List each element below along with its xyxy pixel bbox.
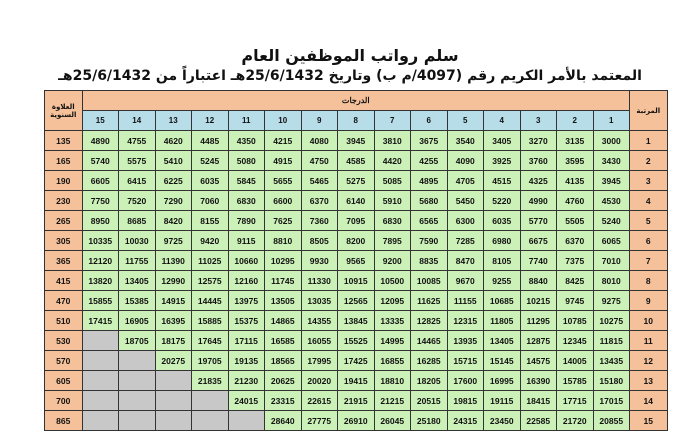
salary-cell: 3595 <box>557 151 594 171</box>
table-row <box>45 211 668 231</box>
salary-cell: 12315 <box>447 311 484 331</box>
salary-cell: 7375 <box>557 251 594 271</box>
allowance-cell: 700 <box>45 391 83 411</box>
grade-number-header: 11 <box>228 111 265 131</box>
salary-cell: 14865 <box>265 311 302 331</box>
salary-cell: 8505 <box>301 231 338 251</box>
salary-cell: 5085 <box>374 171 411 191</box>
salary-cell: 4895 <box>411 171 448 191</box>
salary-cell: 9275 <box>593 291 630 311</box>
grade-number-header: 14 <box>119 111 156 131</box>
salary-cell: 4755 <box>119 131 156 151</box>
salary-cell: 7520 <box>119 191 156 211</box>
empty-cell <box>82 351 119 371</box>
salary-cell: 14355 <box>301 311 338 331</box>
salary-cell: 14915 <box>155 291 192 311</box>
salary-cell: 5410 <box>155 151 192 171</box>
salary-cell: 10335 <box>82 231 119 251</box>
salary-cell: 16905 <box>119 311 156 331</box>
salary-cell: 4750 <box>301 151 338 171</box>
salary-cell: 8420 <box>155 211 192 231</box>
salary-cell: 7060 <box>192 191 229 211</box>
salary-cell: 12825 <box>411 311 448 331</box>
salary-cell: 11330 <box>301 271 338 291</box>
salary-cell: 9725 <box>155 231 192 251</box>
salary-cell: 3945 <box>593 171 630 191</box>
salary-cell: 6225 <box>155 171 192 191</box>
rank-cell: 6 <box>630 231 668 251</box>
salary-cell: 7010 <box>593 251 630 271</box>
empty-cell <box>82 391 119 411</box>
allowance-cell: 165 <box>45 151 83 171</box>
allowance-cell: 230 <box>45 191 83 211</box>
empty-cell <box>119 351 156 371</box>
salary-cell: 12565 <box>338 291 375 311</box>
allowance-cell: 305 <box>45 231 83 251</box>
grades-header: الدرجات <box>82 91 630 111</box>
salary-cell: 11390 <box>155 251 192 271</box>
salary-cell: 16855 <box>374 351 411 371</box>
salary-cell: 24015 <box>228 391 265 411</box>
table-row <box>45 311 668 331</box>
grade-number-header: 5 <box>447 111 484 131</box>
salary-cell: 13820 <box>82 271 119 291</box>
salary-cell: 6675 <box>520 231 557 251</box>
salary-cell: 13405 <box>484 331 521 351</box>
grade-number-header: 1 <box>593 111 630 131</box>
salary-cell: 19415 <box>338 371 375 391</box>
salary-cell: 17015 <box>593 391 630 411</box>
table-row <box>45 391 668 411</box>
salary-cell: 4620 <box>155 131 192 151</box>
salary-cell: 9200 <box>374 251 411 271</box>
salary-cell: 7895 <box>374 231 411 251</box>
grade-number-header: 6 <box>411 111 448 131</box>
salary-table <box>44 90 668 431</box>
salary-cell: 24315 <box>447 411 484 431</box>
allowance-cell: 190 <box>45 171 83 191</box>
salary-cell: 10030 <box>119 231 156 251</box>
salary-cell: 7890 <box>228 211 265 231</box>
salary-cell: 20855 <box>593 411 630 431</box>
allowance-cell: 570 <box>45 351 83 371</box>
empty-cell <box>82 371 119 391</box>
salary-cell: 10785 <box>557 311 594 331</box>
salary-cell: 22615 <box>301 391 338 411</box>
salary-cell: 19705 <box>192 351 229 371</box>
table-row <box>45 371 668 391</box>
salary-cell: 5770 <box>520 211 557 231</box>
empty-cell <box>228 411 265 431</box>
header-row-top <box>45 91 668 111</box>
salary-cell: 16395 <box>155 311 192 331</box>
grade-number-header: 15 <box>82 111 119 131</box>
salary-cell: 4215 <box>265 131 302 151</box>
salary-cell: 5910 <box>374 191 411 211</box>
salary-cell: 6415 <box>119 171 156 191</box>
grade-number-header: 8 <box>338 111 375 131</box>
salary-cell: 19115 <box>484 391 521 411</box>
salary-cell: 21215 <box>374 391 411 411</box>
rank-cell: 12 <box>630 351 668 371</box>
rank-cell: 5 <box>630 211 668 231</box>
salary-cell: 19815 <box>447 391 484 411</box>
salary-cell: 22585 <box>520 411 557 431</box>
grade-number-header: 12 <box>192 111 229 131</box>
allowance-cell: 365 <box>45 251 83 271</box>
salary-cell: 13505 <box>265 291 302 311</box>
salary-cell: 5845 <box>228 171 265 191</box>
salary-cell: 5505 <box>557 211 594 231</box>
salary-cell: 13975 <box>228 291 265 311</box>
salary-cell: 4760 <box>557 191 594 211</box>
salary-cell: 5450 <box>447 191 484 211</box>
salary-cell: 3760 <box>520 151 557 171</box>
table-row <box>45 131 668 151</box>
table-row <box>45 231 668 251</box>
allowance-cell: 530 <box>45 331 83 351</box>
salary-cell: 16995 <box>484 371 521 391</box>
allowance-cell: 135 <box>45 131 83 151</box>
rank-cell: 2 <box>630 151 668 171</box>
salary-cell: 7625 <box>265 211 302 231</box>
salary-cell: 3135 <box>557 131 594 151</box>
salary-cell: 15145 <box>484 351 521 371</box>
salary-cell: 17715 <box>557 391 594 411</box>
salary-cell: 5575 <box>119 151 156 171</box>
salary-cell: 6035 <box>484 211 521 231</box>
empty-cell <box>119 391 156 411</box>
salary-cell: 5465 <box>301 171 338 191</box>
salary-cell: 11745 <box>265 271 302 291</box>
salary-cell: 3925 <box>484 151 521 171</box>
page-subtitle: المعتمد بالأمر الكريم رقم (4097/م ب) وتاريخ 25/6/1432هـ اعتباراً من 25/6/1432هـ <box>58 68 642 84</box>
salary-cell: 11625 <box>411 291 448 311</box>
salary-cell: 3540 <box>447 131 484 151</box>
salary-cell: 3000 <box>593 131 630 151</box>
table-row <box>45 151 668 171</box>
salary-cell: 11295 <box>520 311 557 331</box>
empty-cell <box>82 331 119 351</box>
salary-cell: 14445 <box>192 291 229 311</box>
salary-cell: 6065 <box>593 231 630 251</box>
salary-cell: 16055 <box>301 331 338 351</box>
salary-cell: 4705 <box>447 171 484 191</box>
salary-cell: 4585 <box>338 151 375 171</box>
salary-cell: 12875 <box>520 331 557 351</box>
salary-cell: 11755 <box>119 251 156 271</box>
salary-cell: 15715 <box>447 351 484 371</box>
salary-cell: 7285 <box>447 231 484 251</box>
salary-cell: 4080 <box>301 131 338 151</box>
salary-cell: 21835 <box>192 371 229 391</box>
salary-cell: 4420 <box>374 151 411 171</box>
salary-cell: 18705 <box>119 331 156 351</box>
grade-number-header: 3 <box>520 111 557 131</box>
salary-cell: 18175 <box>155 331 192 351</box>
salary-cell: 8835 <box>411 251 448 271</box>
table-row <box>45 251 668 271</box>
rank-header: المرتبة <box>630 91 668 131</box>
salary-cell: 6035 <box>192 171 229 191</box>
salary-cell: 11025 <box>192 251 229 271</box>
salary-cell: 12120 <box>82 251 119 271</box>
salary-cell: 6300 <box>447 211 484 231</box>
salary-cell: 10085 <box>411 271 448 291</box>
table-row <box>45 351 668 371</box>
salary-cell: 20515 <box>411 391 448 411</box>
salary-cell: 13435 <box>593 351 630 371</box>
table-row <box>45 411 668 431</box>
salary-cell: 11155 <box>447 291 484 311</box>
rank-cell: 9 <box>630 291 668 311</box>
salary-cell: 17425 <box>338 351 375 371</box>
salary-cell: 14575 <box>520 351 557 371</box>
table-row <box>45 191 668 211</box>
salary-cell: 28640 <box>265 411 302 431</box>
salary-cell: 13335 <box>374 311 411 331</box>
table-row <box>45 291 668 311</box>
salary-cell: 4350 <box>228 131 265 151</box>
empty-cell <box>192 411 229 431</box>
table-row <box>45 271 668 291</box>
salary-cell: 6565 <box>411 211 448 231</box>
salary-cell: 17115 <box>228 331 265 351</box>
salary-cell: 13845 <box>338 311 375 331</box>
salary-cell: 15885 <box>192 311 229 331</box>
salary-cell: 17995 <box>301 351 338 371</box>
salary-cell: 12160 <box>228 271 265 291</box>
salary-cell: 6830 <box>228 191 265 211</box>
salary-cell: 21230 <box>228 371 265 391</box>
salary-cell: 9255 <box>484 271 521 291</box>
allowance-cell: 415 <box>45 271 83 291</box>
salary-cell: 10295 <box>265 251 302 271</box>
salary-cell: 16390 <box>520 371 557 391</box>
salary-cell: 7095 <box>338 211 375 231</box>
salary-cell: 18205 <box>411 371 448 391</box>
rank-cell: 11 <box>630 331 668 351</box>
salary-cell: 13405 <box>119 271 156 291</box>
salary-cell: 12095 <box>374 291 411 311</box>
salary-cell: 8010 <box>593 271 630 291</box>
salary-cell: 15385 <box>119 291 156 311</box>
salary-cell: 9420 <box>192 231 229 251</box>
salary-cell: 11805 <box>484 311 521 331</box>
salary-cell: 15180 <box>593 371 630 391</box>
salary-cell: 4990 <box>520 191 557 211</box>
salary-cell: 12345 <box>557 331 594 351</box>
salary-cell: 10500 <box>374 271 411 291</box>
salary-cell: 6370 <box>557 231 594 251</box>
salary-cell: 4325 <box>520 171 557 191</box>
salary-cell: 17645 <box>192 331 229 351</box>
salary-cell: 20625 <box>265 371 302 391</box>
salary-cell: 6370 <box>301 191 338 211</box>
salary-cell: 15375 <box>228 311 265 331</box>
salary-cell: 8105 <box>484 251 521 271</box>
salary-cell: 8685 <box>119 211 156 231</box>
salary-cell: 3810 <box>374 131 411 151</box>
allowance-header: العلاوة السنوية <box>45 91 83 131</box>
salary-cell: 7360 <box>301 211 338 231</box>
salary-cell: 9670 <box>447 271 484 291</box>
salary-cell: 8950 <box>82 211 119 231</box>
salary-cell: 9930 <box>301 251 338 271</box>
salary-cell: 14465 <box>411 331 448 351</box>
salary-cell: 17600 <box>447 371 484 391</box>
grade-number-header: 7 <box>374 111 411 131</box>
rank-cell: 7 <box>630 251 668 271</box>
rank-cell: 15 <box>630 411 668 431</box>
allowance-cell: 865 <box>45 411 83 431</box>
grade-number-header: 13 <box>155 111 192 131</box>
salary-cell: 26910 <box>338 411 375 431</box>
empty-cell <box>155 411 192 431</box>
salary-cell: 8470 <box>447 251 484 271</box>
salary-cell: 5655 <box>265 171 302 191</box>
salary-cell: 3945 <box>338 131 375 151</box>
salary-cell: 18415 <box>520 391 557 411</box>
salary-cell: 23450 <box>484 411 521 431</box>
salary-cell: 25180 <box>411 411 448 431</box>
salary-cell: 13935 <box>447 331 484 351</box>
salary-cell: 14005 <box>557 351 594 371</box>
empty-cell <box>119 411 156 431</box>
salary-cell: 10915 <box>338 271 375 291</box>
salary-cell: 9565 <box>338 251 375 271</box>
allowance-cell: 265 <box>45 211 83 231</box>
salary-cell: 4530 <box>593 191 630 211</box>
salary-cell: 21915 <box>338 391 375 411</box>
salary-cell: 12575 <box>192 271 229 291</box>
salary-cell: 20020 <box>301 371 338 391</box>
rank-cell: 10 <box>630 311 668 331</box>
salary-cell: 10215 <box>520 291 557 311</box>
salary-cell: 5240 <box>593 211 630 231</box>
salary-cell: 3405 <box>484 131 521 151</box>
salary-cell: 16585 <box>265 331 302 351</box>
salary-cell: 4135 <box>557 171 594 191</box>
empty-cell <box>119 371 156 391</box>
grade-number-row <box>45 111 668 131</box>
salary-cell: 8425 <box>557 271 594 291</box>
salary-cell: 5220 <box>484 191 521 211</box>
salary-cell: 8810 <box>265 231 302 251</box>
rank-cell: 3 <box>630 171 668 191</box>
salary-cell: 6980 <box>484 231 521 251</box>
grade-number-header: 2 <box>557 111 594 131</box>
grade-number-header: 9 <box>301 111 338 131</box>
rank-cell: 8 <box>630 271 668 291</box>
salary-cell: 4515 <box>484 171 521 191</box>
salary-cell: 15855 <box>82 291 119 311</box>
salary-cell: 14995 <box>374 331 411 351</box>
salary-cell: 7740 <box>520 251 557 271</box>
salary-cell: 4915 <box>265 151 302 171</box>
salary-cell: 18810 <box>374 371 411 391</box>
empty-cell <box>155 391 192 411</box>
rank-cell: 4 <box>630 191 668 211</box>
salary-cell: 7590 <box>411 231 448 251</box>
salary-cell: 9745 <box>557 291 594 311</box>
rank-cell: 14 <box>630 391 668 411</box>
salary-cell: 23315 <box>265 391 302 411</box>
table-row <box>45 171 668 191</box>
salary-cell: 3270 <box>520 131 557 151</box>
grade-number-header: 4 <box>484 111 521 131</box>
salary-cell: 4485 <box>192 131 229 151</box>
salary-cell: 6140 <box>338 191 375 211</box>
salary-cell: 3675 <box>411 131 448 151</box>
rank-cell: 1 <box>630 131 668 151</box>
salary-cell: 15785 <box>557 371 594 391</box>
rank-cell: 13 <box>630 371 668 391</box>
allowance-cell: 470 <box>45 291 83 311</box>
salary-cell: 9115 <box>228 231 265 251</box>
salary-cell: 10685 <box>484 291 521 311</box>
salary-cell: 5680 <box>411 191 448 211</box>
salary-cell: 7290 <box>155 191 192 211</box>
salary-cell: 15525 <box>338 331 375 351</box>
salary-cell: 27775 <box>301 411 338 431</box>
salary-cell: 19135 <box>228 351 265 371</box>
allowance-cell: 510 <box>45 311 83 331</box>
salary-cell: 11815 <box>593 331 630 351</box>
salary-cell: 5245 <box>192 151 229 171</box>
salary-cell: 6830 <box>374 211 411 231</box>
salary-cell: 10275 <box>593 311 630 331</box>
salary-cell: 5080 <box>228 151 265 171</box>
salary-cell: 12990 <box>155 271 192 291</box>
salary-cell: 20275 <box>155 351 192 371</box>
salary-cell: 5275 <box>338 171 375 191</box>
salary-cell: 8200 <box>338 231 375 251</box>
salary-cell: 7750 <box>82 191 119 211</box>
salary-cell: 6600 <box>265 191 302 211</box>
salary-table-body <box>45 131 668 431</box>
empty-cell <box>155 371 192 391</box>
salary-cell: 13035 <box>301 291 338 311</box>
salary-cell: 10660 <box>228 251 265 271</box>
salary-cell: 18565 <box>265 351 302 371</box>
empty-cell <box>82 411 119 431</box>
salary-cell: 5740 <box>82 151 119 171</box>
salary-cell: 4090 <box>447 151 484 171</box>
empty-cell <box>192 391 229 411</box>
salary-cell: 4890 <box>82 131 119 151</box>
salary-cell: 26045 <box>374 411 411 431</box>
salary-cell: 8840 <box>520 271 557 291</box>
page-title: سلم رواتب الموظفين العام <box>241 46 459 65</box>
salary-cell: 8155 <box>192 211 229 231</box>
table-row <box>45 331 668 351</box>
salary-cell: 3430 <box>593 151 630 171</box>
salary-cell: 16285 <box>411 351 448 371</box>
salary-cell: 21720 <box>557 411 594 431</box>
grade-number-header: 10 <box>265 111 302 131</box>
allowance-cell: 605 <box>45 371 83 391</box>
salary-cell: 4255 <box>411 151 448 171</box>
salary-cell: 6605 <box>82 171 119 191</box>
salary-cell: 17415 <box>82 311 119 331</box>
